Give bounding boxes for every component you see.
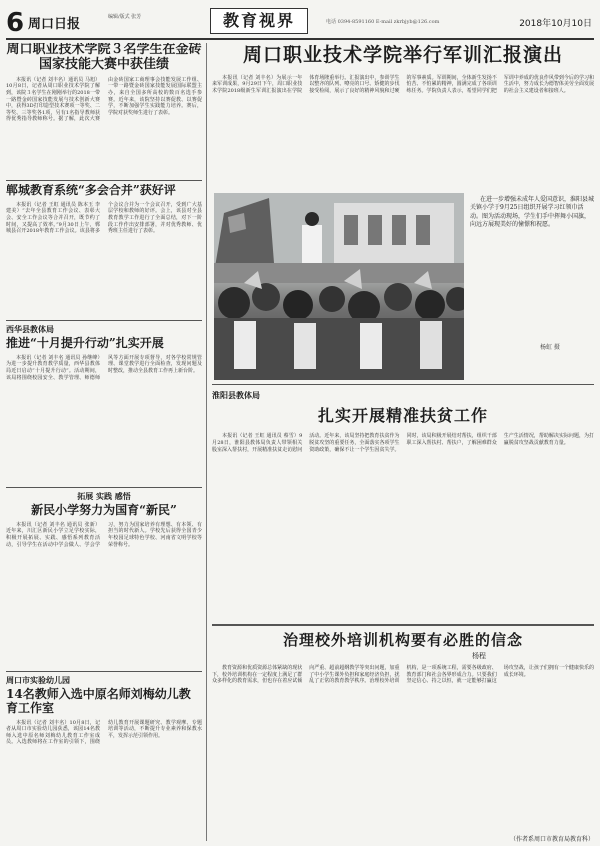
article-title: 郸城教育系统“多会合并”获好评 (6, 184, 176, 197)
masthead (6, 4, 594, 38)
paper-name: 周口日报 (28, 17, 81, 32)
divider (6, 180, 202, 181)
article-body: 本报讯（记者 刘丰名 通讯员 张新）近年来，川汇区新民小学立足学校实际，积极开展拓展、实践、感悟系列教育活动，引导学生在活动中学会做人、学会学习，努力为国家培养有理想、有本领、有担当的时代新人。学校先后获得全国青少年校园足球特色学校、河南省文明学校等荣誉称号。 (6, 521, 202, 548)
photo-caption: 在进一步增强未成年人爱国意识，淮阳县城关镇小学于9月25日组织开展学习红领巾活动。图为活动现场，学生们手中挥舞小国旗，向远方展现美好的憧憬和祝愿。 (470, 196, 595, 229)
masthead-rule (6, 38, 594, 40)
article-editorial (212, 630, 594, 842)
article-kindergarten-teachers (6, 675, 202, 841)
article-kicker: 拓展 实践 感悟 (77, 491, 131, 501)
article-kicker: 周口市实验幼儿园 (6, 675, 70, 685)
article-body: 本报讯（记者 王虹 通讯员 蔡雪）9月28日，淮阳县教体局负责人带领相关股室深入帮扶村，开展精准扶贫走访慰问活动。近年来，该局坚持把教育扶贫作为脱贫攻坚的重要任务，全面落实各项学生资助政策，确保不让一个学生因贫失学。同时，该局积极开展结对帮扶，组织干部职工深入帮扶村、帮扶户，了解困难群众生产生活情况，帮助解决实际问题，为打赢脱贫攻坚战贡献教育力量。 (212, 433, 594, 453)
editorial-title: 治理校外培训机构要有必胜的信念 (282, 631, 523, 649)
section-title: 教育视界 (210, 8, 308, 34)
divider (212, 384, 594, 385)
divider (212, 624, 594, 626)
editorial-source: （作者系周口市教育局教育科） (509, 836, 594, 843)
editor-credit: 编辑/版式 张芳 (108, 14, 142, 20)
article-skills-contest (6, 43, 202, 178)
editor-contact: 电话 0394-8591160 E-mail zkrbjyb@126.com (326, 19, 440, 25)
article-body: 本报讯（记者 王虹 通讯员 陈本玉 李建美）“去年全县教育工作会议、表彰大会、安全工作会议等合并召开，既节约了时间，又提高了效率。”9月30日上午，郸城县召开2018年教育工作会议。该县将多个会议合并为一个会议召开，受到广大基层学校和教师的好评。会上，该县对全县教育教学工作进行了全面总结，对下一阶段工作作出安排部署，并对优秀教师、优秀班主任进行了表彰。 (6, 201, 202, 235)
article-dancheng-meetings (6, 184, 202, 317)
main-headline: 周口职业技术学院举行军训汇报演出 (242, 44, 563, 66)
editorial-byline: 杨程 (472, 652, 486, 661)
article-title: 扎实开展精准扶贫工作 (317, 406, 488, 425)
article-kicker: 西华县教体局 (6, 324, 54, 334)
article-poverty-alleviation (212, 390, 594, 620)
article-title: 14名教师入选中原名师刘梅幼儿教育工作室 (6, 687, 191, 715)
article-title: 推进“十月提升行动”扎实开展 (6, 336, 164, 350)
article-body: 本报讯（记者 刘丰名）通讯员 马旭）10月8日，记者从周口职业技术学院了解到，该院３名学生在刚刚举行的2018一带一路暨金砖国家技能发展与技术创新大赛中，获得3D打印造型技术赛项一等奖、二等奖、三等奖各1项，另有1名指导教师获得优秀指导教师称号。据了解，此次大赛由金砖国家工商理事会技能发展工作组、一带一路暨金砖国家技能发展国际联盟主办，来自全国多所高校的数百名选手参赛。近年来，该院坚持以赛促教、以赛促学，不断加强学生实践能力培养。赛后，学院对获奖师生进行了表彰。 (6, 76, 202, 123)
news-photo-illustration (214, 193, 464, 380)
publication-date: 2018年10月10日 (519, 19, 592, 29)
article-body: 本报讯（记者 刘丰名 通讯员 孙继峰）为进一步提升教育教学质量，西华县教体局近日启动“十月提升行动”。活动期间，该局将围绕校园安全、教学管理、师德师风等方面开展专项督导，对各学校常规管理、课堂教学进行全面检查，发现问题及时整改，推动全县教育工作再上新台阶。 (6, 354, 202, 381)
article-body: 教育资源和优质资源总体紧缺的现状下，校外培训机构在一定程度上满足了群众多样化的教育需求，但也存在着应试倾向严重、超前超纲教学等突出问题，加重了中小学生课外负担和家庭经济负担，扰乱了正常的教育教学秩序。治理校外培训机构，是一项系统工程，需要各级政府、教育部门和社会各界形成合力。只要我们坚定信心、持之以恒，就一定能够打赢这场攻坚战，让孩子们拥有一个健康快乐的成长环境。 (212, 665, 594, 685)
article-military-training (212, 43, 594, 193)
article-title: 周口职业技术学院３名学生在金砖国家技能大赛中获佳绩 (6, 43, 202, 72)
divider (6, 671, 202, 672)
article-body: 本报讯（记者 刘丰名）10月8日，记者从周口市实验幼儿园获悉，该园14名教师入选中原名师刘梅幼儿教育工作室成员。入选教师将在工作室的引领下，围绕幼儿教育开展课题研究、教学观摩、专题培训等活动，不断提升专业素养和保教水平，发挥示范引领作用。 (6, 719, 202, 746)
article-xihua-october (6, 324, 202, 484)
divider (6, 320, 202, 321)
article-body: 本报讯（记者 刘丰名）为展示一年来军训成果，9月29日下午，周口职业技术学院2018级新生军训汇报演出在学院体育场隆重举行。汇报演出中，参训学生以整齐的队列、嘹亮的口号、矫健的步伐接受检阅，展示了良好的精神风貌和过硬的军事素质。军训期间，全体新生发扬不怕苦、不怕累的精神，圆满完成了各项训练任务。学院负责人表示，希望同学们把军训中养成的优良作风带到今后的学习和生活中，努力成长为德智体美劳全面发展的社会主义建设者和接班人。 (212, 74, 594, 95)
article-xinmin-school (6, 491, 202, 668)
page-number: 6 (6, 8, 25, 38)
divider (6, 487, 202, 488)
column-divider (206, 43, 207, 841)
article-title: 新民小学努力为国育“新民” (31, 503, 177, 517)
news-photo (214, 193, 464, 380)
photo-credit: 杨虹 摄 (540, 344, 560, 351)
article-kicker: 淮阳县教体局 (212, 390, 260, 400)
